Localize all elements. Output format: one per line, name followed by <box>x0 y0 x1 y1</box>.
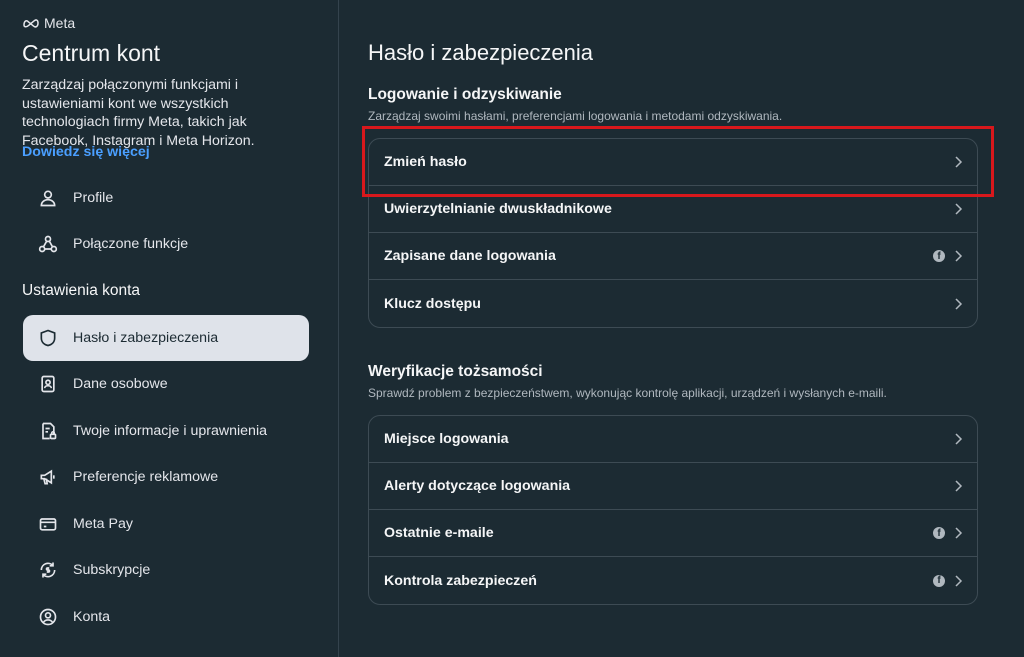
security-checkup-row[interactable] <box>369 557 977 604</box>
card-icon <box>37 513 59 535</box>
identity-verification-card <box>368 415 978 605</box>
login-location-row[interactable] <box>369 416 977 463</box>
chevron-right-icon <box>953 527 963 539</box>
sidebar-item-accounts[interactable] <box>23 594 309 640</box>
row-label: Alerty dotyczące logowania <box>384 478 571 494</box>
two-factor-row[interactable] <box>369 186 977 233</box>
sidebar-item-label: Profile <box>73 190 114 206</box>
document-icon <box>37 420 59 442</box>
meta-logo <box>22 15 75 31</box>
recent-emails-row[interactable] <box>369 510 977 557</box>
chevron-right-icon <box>953 433 963 445</box>
account-settings-heading: Ustawienia konta <box>22 282 141 299</box>
identity-verification-title: Weryfikacje tożsamości <box>368 363 543 380</box>
login-alerts-row[interactable] <box>369 463 977 510</box>
sidebar-item-subscriptions[interactable] <box>23 547 309 593</box>
chevron-right-icon <box>953 203 963 215</box>
login-recovery-title: Logowanie i odzyskiwanie <box>368 86 562 103</box>
row-label: Klucz dostępu <box>384 295 481 312</box>
connected-icon <box>37 233 59 255</box>
sidebar-item-connected-features[interactable] <box>23 221 309 267</box>
chevron-right-icon <box>953 250 963 262</box>
chevron-right-icon <box>953 480 963 492</box>
row-label: Zmień hasło <box>384 154 467 170</box>
app-description: Zarządzaj połączonymi funkcjami i ustawieniami kont we wszystkich technologiach firmy Meta, takich jak Facebook, Instagram i Meta Horizon. <box>22 77 255 149</box>
shield-icon <box>37 327 59 349</box>
meta-logo-text: Meta <box>44 15 76 31</box>
sidebar-item-label: Preferencje reklamowe <box>73 469 219 485</box>
page-title: Hasło i zabezpieczenia <box>368 40 594 65</box>
facebook-icon: f <box>933 575 945 587</box>
passkey-row[interactable] <box>369 280 977 327</box>
row-label: Ostatnie e-maile <box>384 525 494 541</box>
sidebar-item-your-information[interactable] <box>23 408 309 454</box>
row-label: Zapisane dane logowania <box>384 248 556 264</box>
meta-infinity-icon <box>22 18 40 28</box>
sidebar-item-label: Meta Pay <box>73 516 133 532</box>
sidebar-item-label: Subskrypcje <box>73 562 151 578</box>
row-label: Miejsce logowania <box>384 431 509 447</box>
saved-logins-row[interactable] <box>369 233 977 280</box>
change-password-row[interactable] <box>369 139 977 186</box>
login-recovery-description: Zarządzaj swoimi hasłami, preferencjami logowania i metodami odzyskiwania. <box>368 109 783 123</box>
subscriptions-icon <box>37 559 59 581</box>
sidebar-item-personal-data[interactable] <box>23 361 309 407</box>
app-title: Centrum kont <box>22 40 161 66</box>
sidebar-item-meta-pay[interactable] <box>23 501 309 547</box>
sidebar-item-password-security[interactable] <box>23 315 309 361</box>
sidebar-item-label: Dane osobowe <box>73 376 168 392</box>
sidebar-item-label: Twoje informacje i uprawnienia <box>73 423 267 439</box>
chevron-right-icon <box>953 298 963 310</box>
identity-verification-description: Sprawdź problem z bezpieczeństwem, wykonując kontrolę aplikacji, urządzeń i wysłanych e-maili. <box>368 386 887 400</box>
facebook-icon: f <box>933 250 945 262</box>
chevron-right-icon <box>953 575 963 587</box>
id-card-icon <box>37 373 59 395</box>
login-recovery-card <box>368 138 978 328</box>
sidebar-item-ad-preferences[interactable] <box>23 454 309 500</box>
sidebar-item-label: Konta <box>73 609 111 625</box>
row-label: Kontrola zabezpieczeń <box>384 572 537 589</box>
row-label: Uwierzytelnianie dwuskładnikowe <box>384 201 612 217</box>
facebook-icon: f <box>933 527 945 539</box>
chevron-right-icon <box>953 156 963 168</box>
sidebar-item-profile[interactable] <box>23 175 309 221</box>
learn-more-link[interactable]: Dowiedz się więcej <box>22 144 150 160</box>
account-icon <box>37 606 59 628</box>
sidebar <box>0 0 339 657</box>
sidebar-item-label: Połączone funkcje <box>73 236 189 252</box>
profile-icon <box>37 187 59 209</box>
megaphone-icon <box>37 466 59 488</box>
sidebar-item-label: Hasło i zabezpieczenia <box>73 330 219 346</box>
